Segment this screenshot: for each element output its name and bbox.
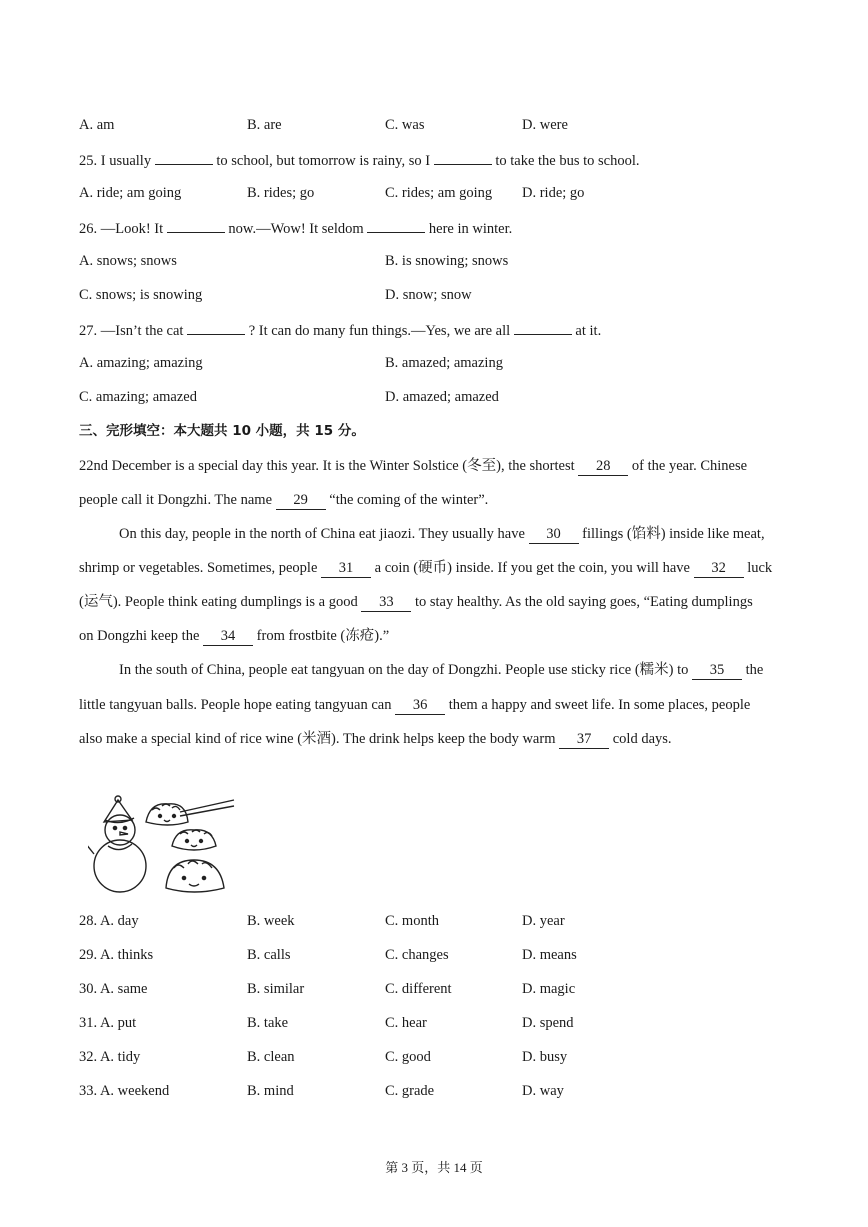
q25-part3: to take the bus to school.: [495, 153, 640, 169]
choice-33-c: C. grade: [385, 1083, 435, 1099]
passage-text: (运气). People think eating dumplings is a good: [79, 594, 358, 610]
passage-text: also make a special kind of rice wine (米酒). The drink helps keep the body warm: [79, 731, 556, 747]
choice-31-c: C. hear: [385, 1015, 427, 1031]
blank-34: 34: [203, 627, 253, 646]
q24-option-b: B. are: [247, 117, 282, 133]
page-footer: 第 3 页，共 14 页: [385, 1160, 483, 1175]
passage-line-5: [79, 593, 753, 612]
blank-33: 33: [361, 593, 411, 612]
question-26: [79, 218, 512, 238]
q26-option-a: A. snows; snows: [79, 253, 177, 269]
q27-blank-1: [187, 320, 245, 335]
passage-line-3: [119, 525, 765, 544]
q24-option-d: D. were: [522, 117, 568, 133]
blank-32: 32: [694, 559, 744, 578]
q26-part1: 26. —Look! It: [79, 221, 164, 237]
q25-blank-1: [155, 150, 213, 165]
passage-line-2: [79, 491, 488, 510]
passage-text: luck: [747, 560, 773, 576]
q26-blank-1: [167, 218, 225, 233]
choice-30-a: 30. A. same: [79, 981, 148, 997]
q24-option-a: A. am: [79, 117, 115, 133]
choice-31-d: D. spend: [522, 1015, 574, 1031]
passage-text: cold days.: [612, 731, 672, 747]
passage-line-7: [119, 661, 763, 680]
q27-option-b: B. amazed; amazing: [385, 355, 503, 371]
blank-31: 31: [321, 559, 371, 578]
choice-28-c: C. month: [385, 913, 439, 929]
passage-text: of the year. Chinese: [631, 458, 748, 474]
choice-29-c: C. changes: [385, 947, 449, 963]
passage-text: 22nd December is a special day this year. It is the Winter Solstice (冬至), the shortest: [79, 458, 575, 474]
passage-text: a coin (硬币) inside. If you get the coin, you will have: [374, 560, 690, 576]
passage-line-8: [79, 696, 750, 715]
q26-blank-2: [367, 218, 425, 233]
q25-part2: to school, but tomorrow is rainy, so I: [216, 153, 431, 169]
choice-29-a: 29. A. thinks: [79, 947, 154, 963]
choice-28-d: D. year: [522, 913, 565, 929]
q26-part2: now.—Wow! It seldom: [228, 221, 364, 237]
blank-37: 37: [559, 730, 609, 749]
q26-option-b: B. is snowing; snows: [385, 253, 509, 269]
q25-option-c: C. rides; am going: [385, 185, 493, 201]
blank-28: 28: [578, 457, 628, 476]
choice-30-b: B. similar: [247, 981, 305, 997]
choice-32-c: C. good: [385, 1049, 431, 1065]
passage-line-6: [79, 627, 389, 646]
q26-part3: here in winter.: [428, 221, 513, 237]
blank-30: 30: [529, 525, 579, 544]
question-27: [79, 320, 601, 340]
q27-option-c: C. amazing; amazed: [79, 389, 197, 405]
q27-part3: at it.: [575, 323, 602, 339]
choice-29-b: B. calls: [247, 947, 291, 963]
blank-36: 36: [395, 696, 445, 715]
choice-31-a: 31. A. put: [79, 1015, 137, 1031]
choice-32-d: D. busy: [522, 1049, 568, 1065]
passage-text: “the coming of the winter”.: [329, 492, 489, 508]
passage-text: little tangyuan balls. People hope eating tangyuan can: [79, 697, 392, 713]
blank-35: 35: [692, 661, 742, 680]
q25-option-b: B. rides; go: [247, 185, 315, 201]
passage-line-9: [79, 730, 672, 749]
q27-option-a: A. amazing; amazing: [79, 355, 203, 371]
blank-29: 29: [276, 491, 326, 510]
passage-text: to stay healthy. As the old saying goes, “Eating dumplings: [414, 594, 753, 610]
q26-option-c: C. snows; is snowing: [79, 287, 203, 303]
q27-blank-2: [514, 320, 572, 335]
q27-part2: ? It can do many fun things.—Yes, we are all: [248, 323, 511, 339]
q26-option-d: D. snow; snow: [385, 287, 472, 303]
choice-32-b: B. clean: [247, 1049, 295, 1065]
passage-text: On this day, people in the north of China eat jiaozi. They usually have: [119, 526, 525, 542]
choice-30-c: C. different: [385, 981, 452, 997]
passage-line-4: [79, 559, 772, 578]
snowman-dumplings-illustration-icon: [88, 794, 236, 898]
question-25: [79, 150, 640, 170]
q24-option-c: C. was: [385, 117, 425, 133]
choice-29-d: D. means: [522, 947, 577, 963]
q25-option-d: D. ride; go: [522, 185, 585, 201]
passage-text: In the south of China, people eat tangyuan on the day of Dongzhi. People use sticky rice (糯米) to: [119, 662, 689, 678]
section-3-heading: 三、完形填空：本大题共 10 小题，共 15 分。: [79, 423, 365, 439]
passage-text: the: [745, 662, 764, 678]
passage-text: shrimp or vegetables. Sometimes, people: [79, 560, 318, 576]
choice-32-a: 32. A. tidy: [79, 1049, 141, 1065]
choice-31-b: B. take: [247, 1015, 289, 1031]
q25-option-a: A. ride; am going: [79, 185, 182, 201]
q27-part1: 27. —Isn’t the cat: [79, 323, 184, 339]
choice-28-b: B. week: [247, 913, 295, 929]
choice-33-d: D. way: [522, 1083, 564, 1099]
passage-text: fillings (馅料) inside like meat,: [582, 526, 765, 542]
passage-text: them a happy and sweet life. In some places, people: [448, 697, 751, 713]
q25-part1: 25. I usually: [79, 153, 152, 169]
choice-28-a: 28. A. day: [79, 913, 139, 929]
choice-33-b: B. mind: [247, 1083, 294, 1099]
q27-option-d: D. amazed; amazed: [385, 389, 499, 405]
q25-blank-2: [434, 150, 492, 165]
passage-text: from frostbite (冻疮).”: [256, 628, 390, 644]
passage-text: people call it Dongzhi. The name: [79, 492, 273, 508]
passage-line-1: [79, 457, 747, 476]
passage-text: on Dongzhi keep the: [79, 628, 200, 644]
choice-30-d: D. magic: [522, 981, 576, 997]
choice-33-a: 33. A. weekend: [79, 1083, 170, 1099]
